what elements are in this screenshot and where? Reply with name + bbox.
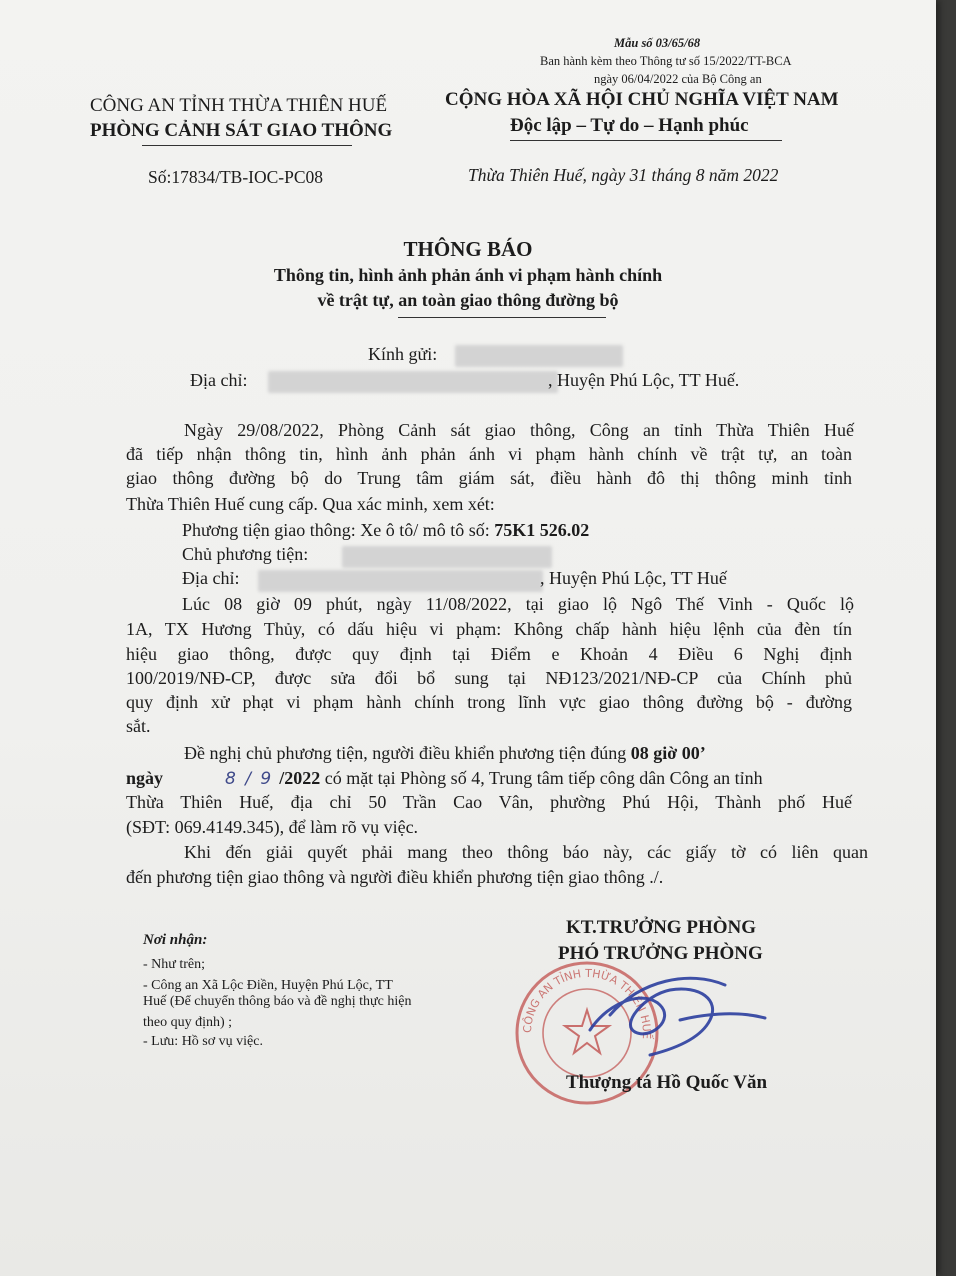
document-number: Số:17834/TB-IOC-PC08 <box>148 167 324 187</box>
body-line: đến phương tiện giao thông và người điều khiển phương tiện giao thông ./. <box>126 867 664 887</box>
recipients-title: Nơi nhận: <box>143 932 208 948</box>
republic-motto: Độc lập – Tự do – Hạnh phúc <box>510 115 749 136</box>
recipient-address-label: Địa chỉ: <box>190 370 248 390</box>
recipients-line: - Như trên; <box>143 957 206 972</box>
republic-title: CỘNG HÒA XÃ HỘI CHỦ NGHĨA VIỆT NAM <box>445 89 839 110</box>
signer-name: Thượng tá Hồ Quốc Văn <box>566 1072 768 1093</box>
signature-title-line1: KT.TRƯỞNG PHÒNG <box>566 917 756 938</box>
body-line: giao thông đường bộ do Trung tâm giám sát, điều hành đô thị thông minh tỉnh <box>126 468 852 488</box>
body-line: Lúc 08 giờ 09 phút, ngày 11/08/2022, tại giao lộ Ngô Thế Vinh - Quốc lộ <box>182 594 854 614</box>
form-number: Mẫu số 03/65/68 <box>614 36 701 50</box>
body-line: Thừa Thiên Huế cung cấp. Qua xác minh, xem xét: <box>126 494 495 514</box>
owner-address-tail: , Huyện Phú Lộc, TT Huế <box>540 568 727 588</box>
form-note-line2: ngày 06/04/2022 của Bộ Công an <box>594 72 762 86</box>
body-line: 100/2019/NĐ-CP, được sửa đổi bổ sung tại NĐ123/2021/NĐ-CP của Chính phủ <box>126 668 852 688</box>
place-date: Thừa Thiên Huế, ngày 31 tháng 8 năm 2022 <box>468 165 779 185</box>
notice-title: THÔNG BÁO <box>403 237 533 261</box>
recipients-line: theo quy định) ; <box>143 1015 233 1030</box>
appointment-year: /2022 <box>279 768 321 788</box>
appointment-time: 08 giờ 00’ <box>630 743 706 763</box>
owner-label: Chủ phương tiện: <box>182 544 309 564</box>
body-line: Thừa Thiên Huế, địa chỉ 50 Trần Cao Vân, phường Phú Hội, Thành phố Huế <box>126 792 852 812</box>
appointment-text: Đề nghị chủ phương tiện, người điều khiển phương tiện đúng <box>184 743 631 763</box>
org-name: CÔNG AN TỈNH THỪA THIÊN HUẾ <box>90 95 388 116</box>
handwritten-signature-icon <box>550 960 780 1080</box>
redacted-owner-name <box>342 546 552 568</box>
appointment-day-label: ngày <box>126 768 164 788</box>
body-line: sắt. <box>126 716 151 736</box>
appointment-place: có mặt tại Phòng số 4, Trung tâm tiếp công dân Công an tỉnh <box>320 768 763 788</box>
handwritten-date: 8 / 9 <box>225 769 274 789</box>
signature-title-line2: PHÓ TRƯỞNG PHÒNG <box>558 943 763 964</box>
recipients-line: - Lưu: Hồ sơ vụ việc. <box>143 1034 263 1049</box>
vehicle-plate: 75K1 526.02 <box>494 520 590 540</box>
department-name: PHÒNG CẢNH SÁT GIAO THÔNG <box>90 120 393 141</box>
body-line: quy định xử phạt vi phạm hành chính trong lĩnh vực giao thông đường bộ - đường <box>126 692 852 712</box>
body-line: hiệu giao thông, được quy định tại Điểm e Khoản 4 Điều 6 Nghị định <box>126 644 852 664</box>
body-line: (SĐT: 069.4149.345), để làm rõ vụ việc. <box>126 817 419 837</box>
body-line: Khi đến giải quyết phải mang theo thông báo này, các giấy tờ có liên quan <box>184 842 868 862</box>
recipients-line: Huế (Để chuyển thông báo và đề nghị thực hiện <box>143 994 412 1009</box>
vehicle-label: Phương tiện giao thông: Xe ô tô/ mô tô số: <box>182 520 495 540</box>
body-line: đã tiếp nhận thông tin, hình ảnh phản ánh vi phạm hành chính về trật tự, an toàn <box>126 444 852 464</box>
motto-underline <box>510 140 782 141</box>
body-line: Ngày 29/08/2022, Phòng Cảnh sát giao thông, Công an tỉnh Thừa Thiên Huế <box>184 420 854 440</box>
org-underline <box>142 145 352 146</box>
recipients-line: - Công an Xã Lộc Điền, Huyện Phú Lộc, TT <box>143 978 393 993</box>
redacted-recipient-name <box>455 345 623 367</box>
body-line: 1A, TX Hương Thủy, có dấu hiệu vi phạm: Không chấp hành hiệu lệnh của đèn tín <box>126 619 852 639</box>
vehicle-line <box>182 520 908 541</box>
notice-subtitle-line2: về trật tự, an toàn giao thông đường bộ <box>317 290 619 310</box>
owner-address-label: Địa chỉ: <box>182 568 240 588</box>
form-note-line1: Ban hành kèm theo Thông tư số 15/2022/TT-BCA <box>540 54 792 68</box>
recipient-address-tail: , Huyện Phú Lộc, TT Huế. <box>548 370 740 390</box>
seal-text: CÔNG AN TỈNH THỪA THIÊN HUẾ <box>520 966 654 1040</box>
redacted-recipient-address <box>268 371 558 393</box>
redacted-owner-address <box>258 570 543 592</box>
notice-subtitle-line1: Thông tin, hình ảnh phản ánh vi phạm hành chính <box>273 265 663 285</box>
subtitle-underline <box>398 317 606 318</box>
body-line <box>126 768 852 789</box>
body-line <box>184 743 854 764</box>
recipient-label: Kính gửi: <box>368 344 438 364</box>
